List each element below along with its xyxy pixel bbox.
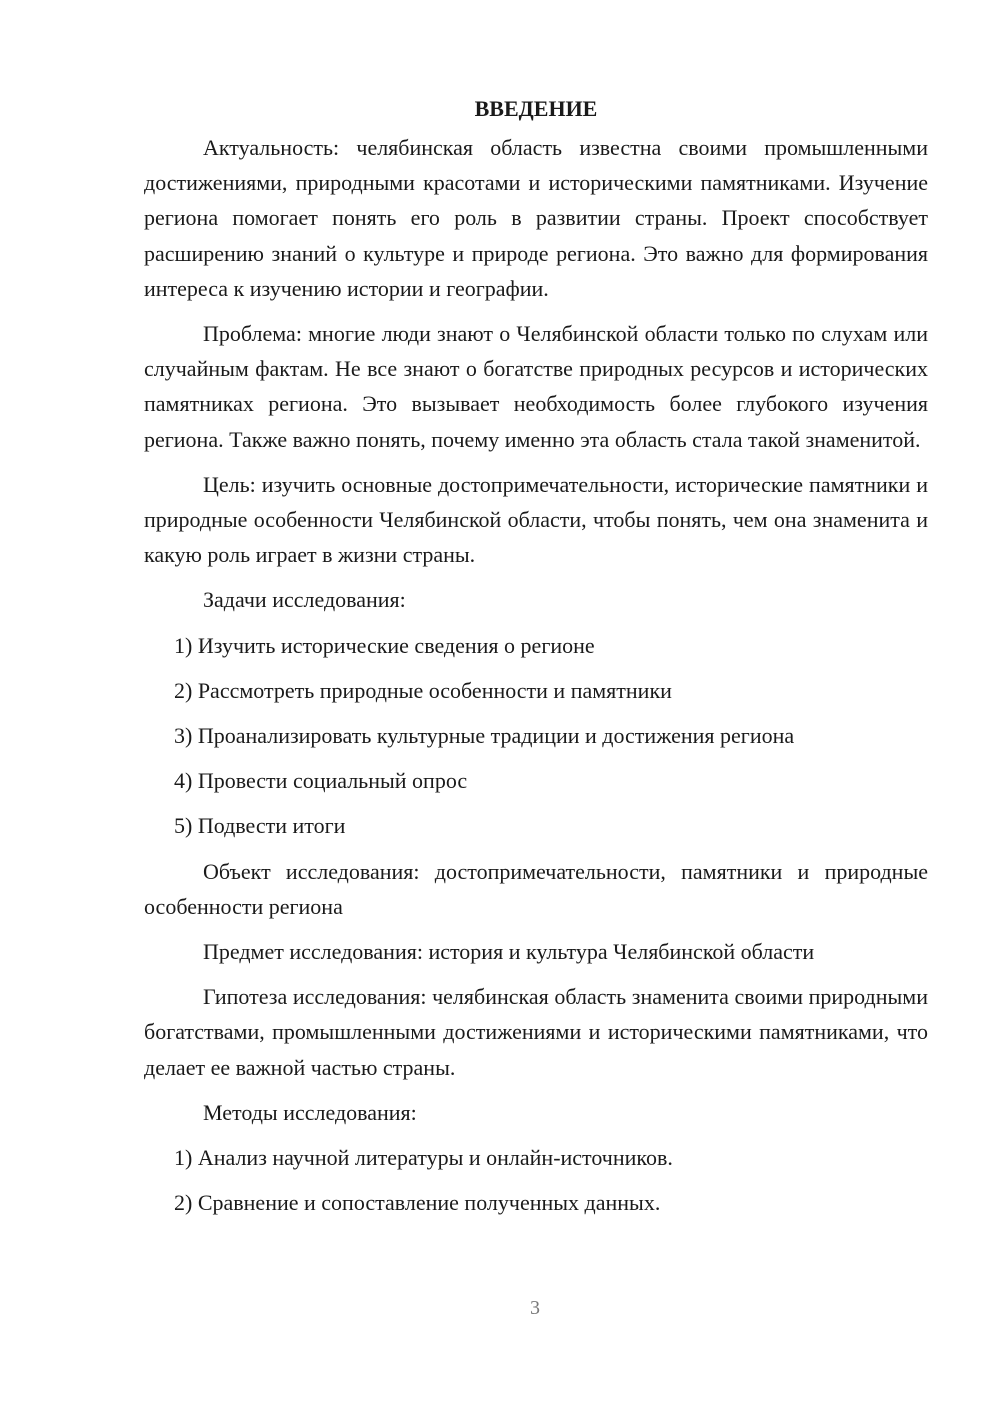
methods-list (144, 1140, 928, 1220)
task-item: 4) Провести социальный опрос (174, 768, 468, 794)
methods-heading: Методы исследования: (203, 1099, 417, 1125)
page-content (144, 94, 928, 1230)
page-number: 3 (530, 1297, 540, 1319)
task-item: 3) Проанализировать культурные традиции и достижения региона (174, 723, 795, 749)
method-item: 2) Сравнение и сопоставление полученных данных. (174, 1190, 661, 1216)
section-title: ВВЕДЕНИЕ (474, 96, 598, 121)
problem-paragraph: Проблема: многие люди знают о Челябинской области только по слухам или случайным фактам. Не все знают о богатстве природных ресурсов и исторических памятниках региона. Это вызывает необходимость более глубокого изучения региона. Также важно понять, почему именно эта область стала такой знаменитой. (144, 321, 928, 452)
task-item: 2) Рассмотреть природные особенности и памятники (174, 677, 672, 703)
task-item: 5) Подвести итоги (174, 813, 346, 839)
task-item: 1) Изучить исторические сведения о регионе (174, 632, 595, 658)
object-paragraph: Объект исследования: достопримечательности, памятники и природные особенности региона (144, 858, 928, 919)
tasks-list (144, 628, 928, 844)
goal-paragraph: Цель: изучить основные достопримечательности, исторические памятники и природные особенности Челябинской области, чтобы понять, чем она знаменита и какую роль играет в жизни страны. (144, 471, 928, 568)
hypothesis-paragraph: Гипотеза исследования: челябинская область знаменита своими природными богатствами, промышленными достижениями и историческими памятниками, что делает ее важной частью страны. (144, 984, 928, 1080)
subject-paragraph: Предмет исследования: история и культура Челябинской области (203, 939, 815, 965)
relevance-paragraph: Актуальность: челябинская область известна своими промышленными достижениями, природными красотами и историческими памятниками. Изучение региона помогает понять его роль в развитии страны. Проект способствует расширению знаний о культуре и природе региона. Это важно для формирования интереса к изучению истории и географии. (144, 135, 928, 301)
tasks-heading: Задачи исследования: (203, 587, 406, 613)
method-item: 1) Анализ научной литературы и онлайн-источников. (174, 1145, 673, 1171)
